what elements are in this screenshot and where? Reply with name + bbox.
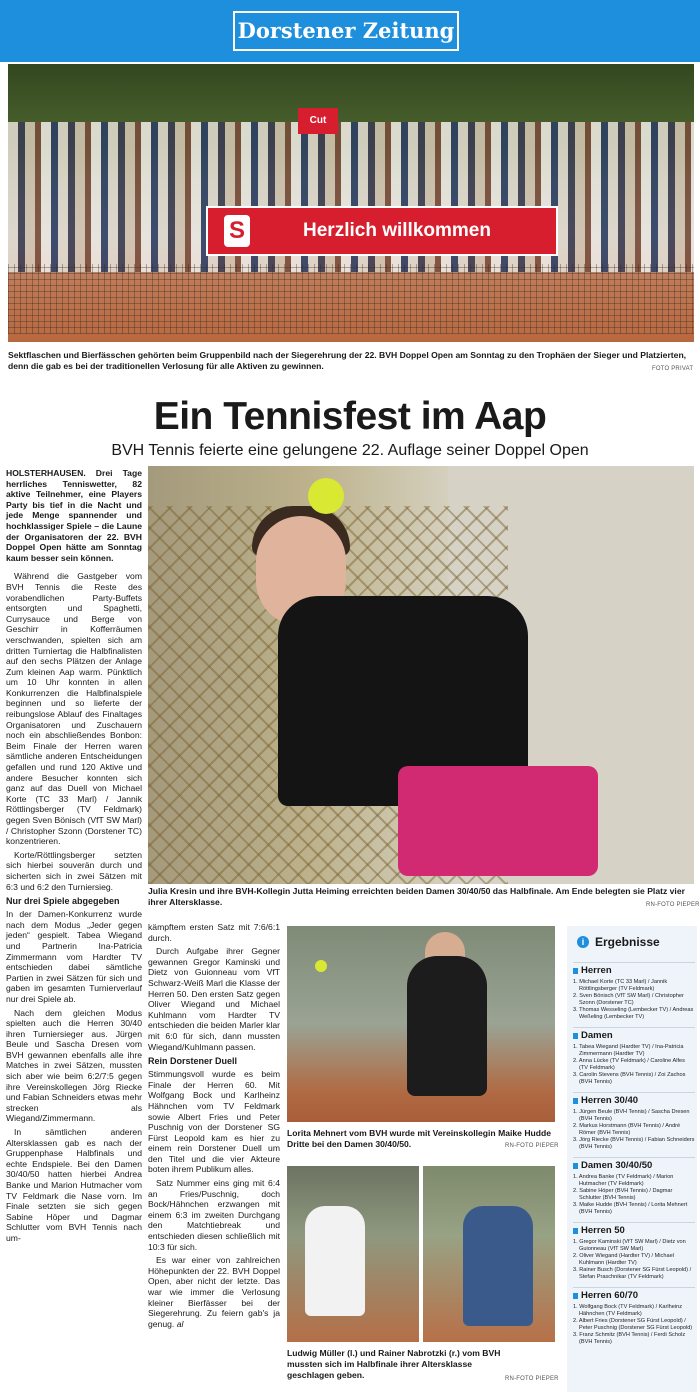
results-category-name: Damen 30/40/50 <box>573 1157 695 1172</box>
player-graphic <box>407 956 487 1096</box>
banner-text: Herzlich willkommen <box>303 220 491 241</box>
article-subheadline: BVH Tennis feierte eine gelungene 22. Auflage seiner Doppel Open <box>111 442 589 459</box>
results-entry: 3. Carolin Stevens (BVH Tennis) / Zoi Zachos (BVH Tennis) <box>573 1072 686 1085</box>
results-entry: 2. Albert Fries (Dorstener SG Fürst Leopold) / Peter Puschnig (Dorstener SG Fürst Leopold) <box>573 1318 693 1331</box>
results-entry: 1. Jürgen Beule (BVH Tennis) / Sascha Dresen (BVH Tennis) <box>573 1109 690 1122</box>
group-photo-credit: FOTO PRIVAT <box>652 366 694 372</box>
results-entry: 2. Sabine Höper (BVH Tennis) / Dagmar Schlutter (BVH Tennis) <box>573 1188 673 1201</box>
sponsor-sign: Cut <box>298 108 338 134</box>
photo2-credit: RN-FOTO PIEPER <box>505 1143 559 1149</box>
results-entry: 3. Thomas Wesseling (Lembecker TV) / Andreas Weßeling (Lembecker TV) <box>573 1007 694 1020</box>
results-category-name: Herren <box>573 962 695 977</box>
article-column-2 <box>148 922 280 1329</box>
article-paragraph: Nach dem gleichen Modus spielten auch die Herren 30/40 ihren Turniersieger aus. Jürgen Beule und Sascha Dresen vom BVH gewannen ebenfalls alle ihre Matches in zwei Sätzen, mussten sich aber wie beim 6:2/7:5 gegen ihre Vereinskollegen Jörg Riecke und Fabian Schneiders etwas mehr strecken als Wiegand/Zimmermann. <box>6 1007 142 1124</box>
results-entry: 2. Oliver Wiegand (Hardter TV) / Michael Kuhlmann (Hardter TV) <box>573 1253 674 1266</box>
results-category-name: Herren 50 <box>573 1222 695 1237</box>
article-paragraph: Während die Gastgeber vom BVH Tennis die Reste des vorabendlichen Party-Buffets entsorgten und Spaghetti, Currysauce und Berge von Geschirr in Kofferräumen verschwanden, spielten sich am dritten Turniertag die Halbfinalisten auf den sechs Plätzen der Anlage Zum kleinen Aap warm. Pünktlich um 10 Uhr konnten in allen Konkurrenzen die Halbfinalspiele beginnen und so lieferte der reibungslose Ablauf des Finaltages Organisatoren und Zuschauern noch ein abschließendes Bonbon: Beim Finale der Herren waren sämtliche anderen Entscheidungen gefallen und rund 120 Aktive und andere Besucher konnten sich ganz auf das Duell von Michael Korte (TC 33 Marl) / Jannik Röttlingsberger (TV Feldmark) gegen Sven Bönisch (VfT SW Marl) / Christopher Szonn (Dorstener TC) konzentrieren. <box>6 571 142 847</box>
group-photo-caption: Sektflaschen und Bierfässchen gehörten beim Gruppenbild nach der Siegerehrung der 22. BVH Doppel Open am Sonntag zu den Trophäen der Sieger und Platzierten, denn die gab es bei der traditionellen Verlosung für alle Aktiven zu gewinnen. <box>8 350 687 371</box>
article-lead: HOLSTERHAUSEN. Drei Tage herrliches Tenniswetter, 82 aktive Teilnehmer, eine Players Party bis tief in die Nacht und jede Menge spannender und hochklassiger Spiele – die Laune der Organisatoren der 22. BVH Doppel Open hätte am Sonntag kaum besser sein können. <box>6 468 142 563</box>
player-graphic <box>305 1206 365 1316</box>
main-photo-credit: RN-FOTO PIEPER <box>646 902 700 908</box>
article-headline: Ein Tennisfest im Aap <box>153 395 547 438</box>
results-header <box>567 926 697 960</box>
tennis-ball-icon <box>308 478 344 514</box>
article-paragraph: kämpftem ersten Satz mit 7:6/6:1 durch. <box>148 922 280 943</box>
results-entry: 3. Maike Hudde (BVH Tennis) / Lorita Mehnert (BVH Tennis) <box>573 1202 688 1215</box>
article-paragraph: In sämtlichen anderen Altersklassen gab es nach der Gruppenphase Halbfinals und echte Endspiele. Bei den Damen 30/40/50 hatten hierbei Andrea Banke und Marion Hutmacher vom TV Feldmark die Nase vorn. Im Finale setzten sie sich gegen Sabine Höper und Dagmar Schlutter vom BVH Tennis nach um- <box>6 1127 142 1243</box>
article-paragraph: Korte/Röttlingsberger setzten sich hierbei souverän durch und sicherten sich in zwei Sätzen mit 6:3 und 6:2 den Turniersieg. <box>6 849 142 892</box>
photo-ludwig-mueller <box>287 1166 419 1342</box>
article-paragraph: Satz Nummer eins ging mit 6:4 an Fries/Puschnig, doch Bock/Hähnchen erzwangen mit einem 6:3 im zweiten Durchgang den Matchtiebreak und entschieden diesen schließlich mit 10:3 für sich. <box>148 1178 280 1252</box>
results-entry: 1. Andrea Banke (TV Feldmark) / Marion Hutmacher (TV Feldmark) <box>573 1174 674 1187</box>
article-paragraph-text: Es war einer von zahlreichen Höhepunkten der 22. BVH Doppel Open, aber nicht der letzte. Das war wie immer die Verlosung kleiner Bierfässer bei der Siegerehrung. Zu feiern gab's ja genug. <box>148 1255 280 1329</box>
welcome-banner <box>206 206 558 256</box>
results-category-name: Herren 30/40 <box>573 1092 695 1107</box>
main-photo-caption: Julia Kresin und ihre BVH-Kollegin Jutta Heiming erreichten beiden Damen 30/40/50 das Halbfinale. Am Ende belegten sie Platz vier ihrer Altersklasse. <box>148 886 685 907</box>
results-category <box>573 1092 695 1151</box>
results-entry: 1. Wolfgang Bock (TV Feldmark) / Karlheinz Hähnchen (TV Feldmark) <box>573 1304 683 1317</box>
photo2-caption: Lorita Mehnert vom BVH wurde mit Vereinskollegin Maike Hudde Dritte bei den Damen 30/40/50. <box>287 1128 552 1149</box>
info-icon: i <box>577 936 589 948</box>
group-photo <box>8 64 694 342</box>
masthead <box>0 0 700 62</box>
player-skirt-graphic <box>398 766 598 876</box>
results-entry: 3. Rainer Busch (Dorstener SG Fürst Leopold) / Stefan Praschnikar (TV Feldmark) <box>573 1267 692 1280</box>
results-entry: 3. Franz Schmitz (BVH Tennis) / Ferdi Scholz (BVH Tennis) <box>573 1332 686 1345</box>
article-paragraph: In der Damen-Konkurrenz wurde nach dem Modus „Jeder gegen jeden“ gespielt. Tabea Wiegand und Partnerin Ina-Patricia Zimmermann vom Hardter TV entschieden dabei sämtliche Partien in zwei Sätzen für sich und gaben im gesamten Turnierverlauf nur drei Spiele ab. <box>6 909 142 1004</box>
results-entry: 1. Michael Korte (TC 33 Marl) / Jannik Röttlingsberger (TV Feldmark) <box>573 979 668 992</box>
tennis-net-graphic <box>8 264 694 334</box>
article-subheading: Nur drei Spiele abgegeben <box>6 896 120 907</box>
photo3-caption: Ludwig Müller (l.) und Rainer Nabrotzki (r.) vom BVH mussten sich im Halbfinale ihrer Altersklasse geschlagen geben. <box>287 1348 501 1380</box>
results-category <box>573 1027 695 1086</box>
article-paragraph <box>148 1255 280 1329</box>
tennis-ball-icon <box>315 960 327 972</box>
article-column-1 <box>6 468 142 1244</box>
newspaper-title: Dorstener Zeitung <box>233 11 459 51</box>
player-graphic <box>463 1206 533 1326</box>
results-category <box>573 1157 695 1216</box>
results-entry: 2. Sven Bönisch (VfT SW Marl) / Christopher Szonn (Dorstener TC) <box>573 993 684 1006</box>
results-category <box>573 1287 695 1346</box>
results-category <box>573 962 695 1021</box>
results-entry: 2. Anna Lücke (TV Feldmark) / Caroline Alfes (TV Feldmark) <box>573 1058 685 1071</box>
author-signature: al <box>176 1318 184 1329</box>
main-photo <box>148 466 694 884</box>
results-box <box>567 926 697 1392</box>
results-category <box>573 1222 695 1281</box>
results-category-name: Herren 60/70 <box>573 1287 695 1302</box>
results-entry: 2. Markus Horstmann (BVH Tennis) / André Römer (BVH Tennis) <box>573 1123 681 1136</box>
photo-rainer-nabrotzki <box>423 1166 555 1342</box>
results-category-name: Damen <box>573 1027 695 1042</box>
results-entry: 1. Tabea Wiegand (Hardter TV) / Ina-Patricia Zimmermann (Hardter TV) <box>573 1044 684 1057</box>
article-subheading: Rein Dorstener Duell <box>148 1056 238 1067</box>
sparkasse-logo-icon: S <box>224 215 250 247</box>
results-list <box>573 956 695 1346</box>
results-entry: 1. Gregor Kaminski (VfT SW Marl) / Dietz von Guionneau (VfT SW Marl) <box>573 1239 686 1252</box>
photo3-credit: RN-FOTO PIEPER <box>505 1376 559 1382</box>
article-paragraph: Stimmungsvoll wurde es beim Finale der Herren 60. Mit Wolfgang Bock und Karlheinz Hähnchen vom TV Feldmark sowie Albert Fries und Peter Puschnig von der Dorstener SG Fürst Leopold kam es hier zu einem rein Dorstener Duell um den Titel und die vier Akteure boten ihrem Publikum alles. <box>148 1069 280 1175</box>
results-entry: 3. Jörg Riecke (BVH Tennis) / Fabian Schneiders (BVH Tennis) <box>573 1137 695 1150</box>
article-paragraph: Durch Aufgabe ihrer Gegner gewannen Gregor Kaminski und Dietz von Guionneau vom VfT Schwarz-Weiß Marl die Klasse der Herren 50. Den ersten Satz gegen Oliver Wiegand und Michael Kuhlmann vom Hardter TV entschieden die beiden Marler klar mit 6:0 für sich, dann mussten Wiegand/Kuhlmann passen. <box>148 946 280 1052</box>
results-title: Ergebnisse <box>595 935 660 949</box>
photo-lorita-mehnert <box>287 926 555 1122</box>
